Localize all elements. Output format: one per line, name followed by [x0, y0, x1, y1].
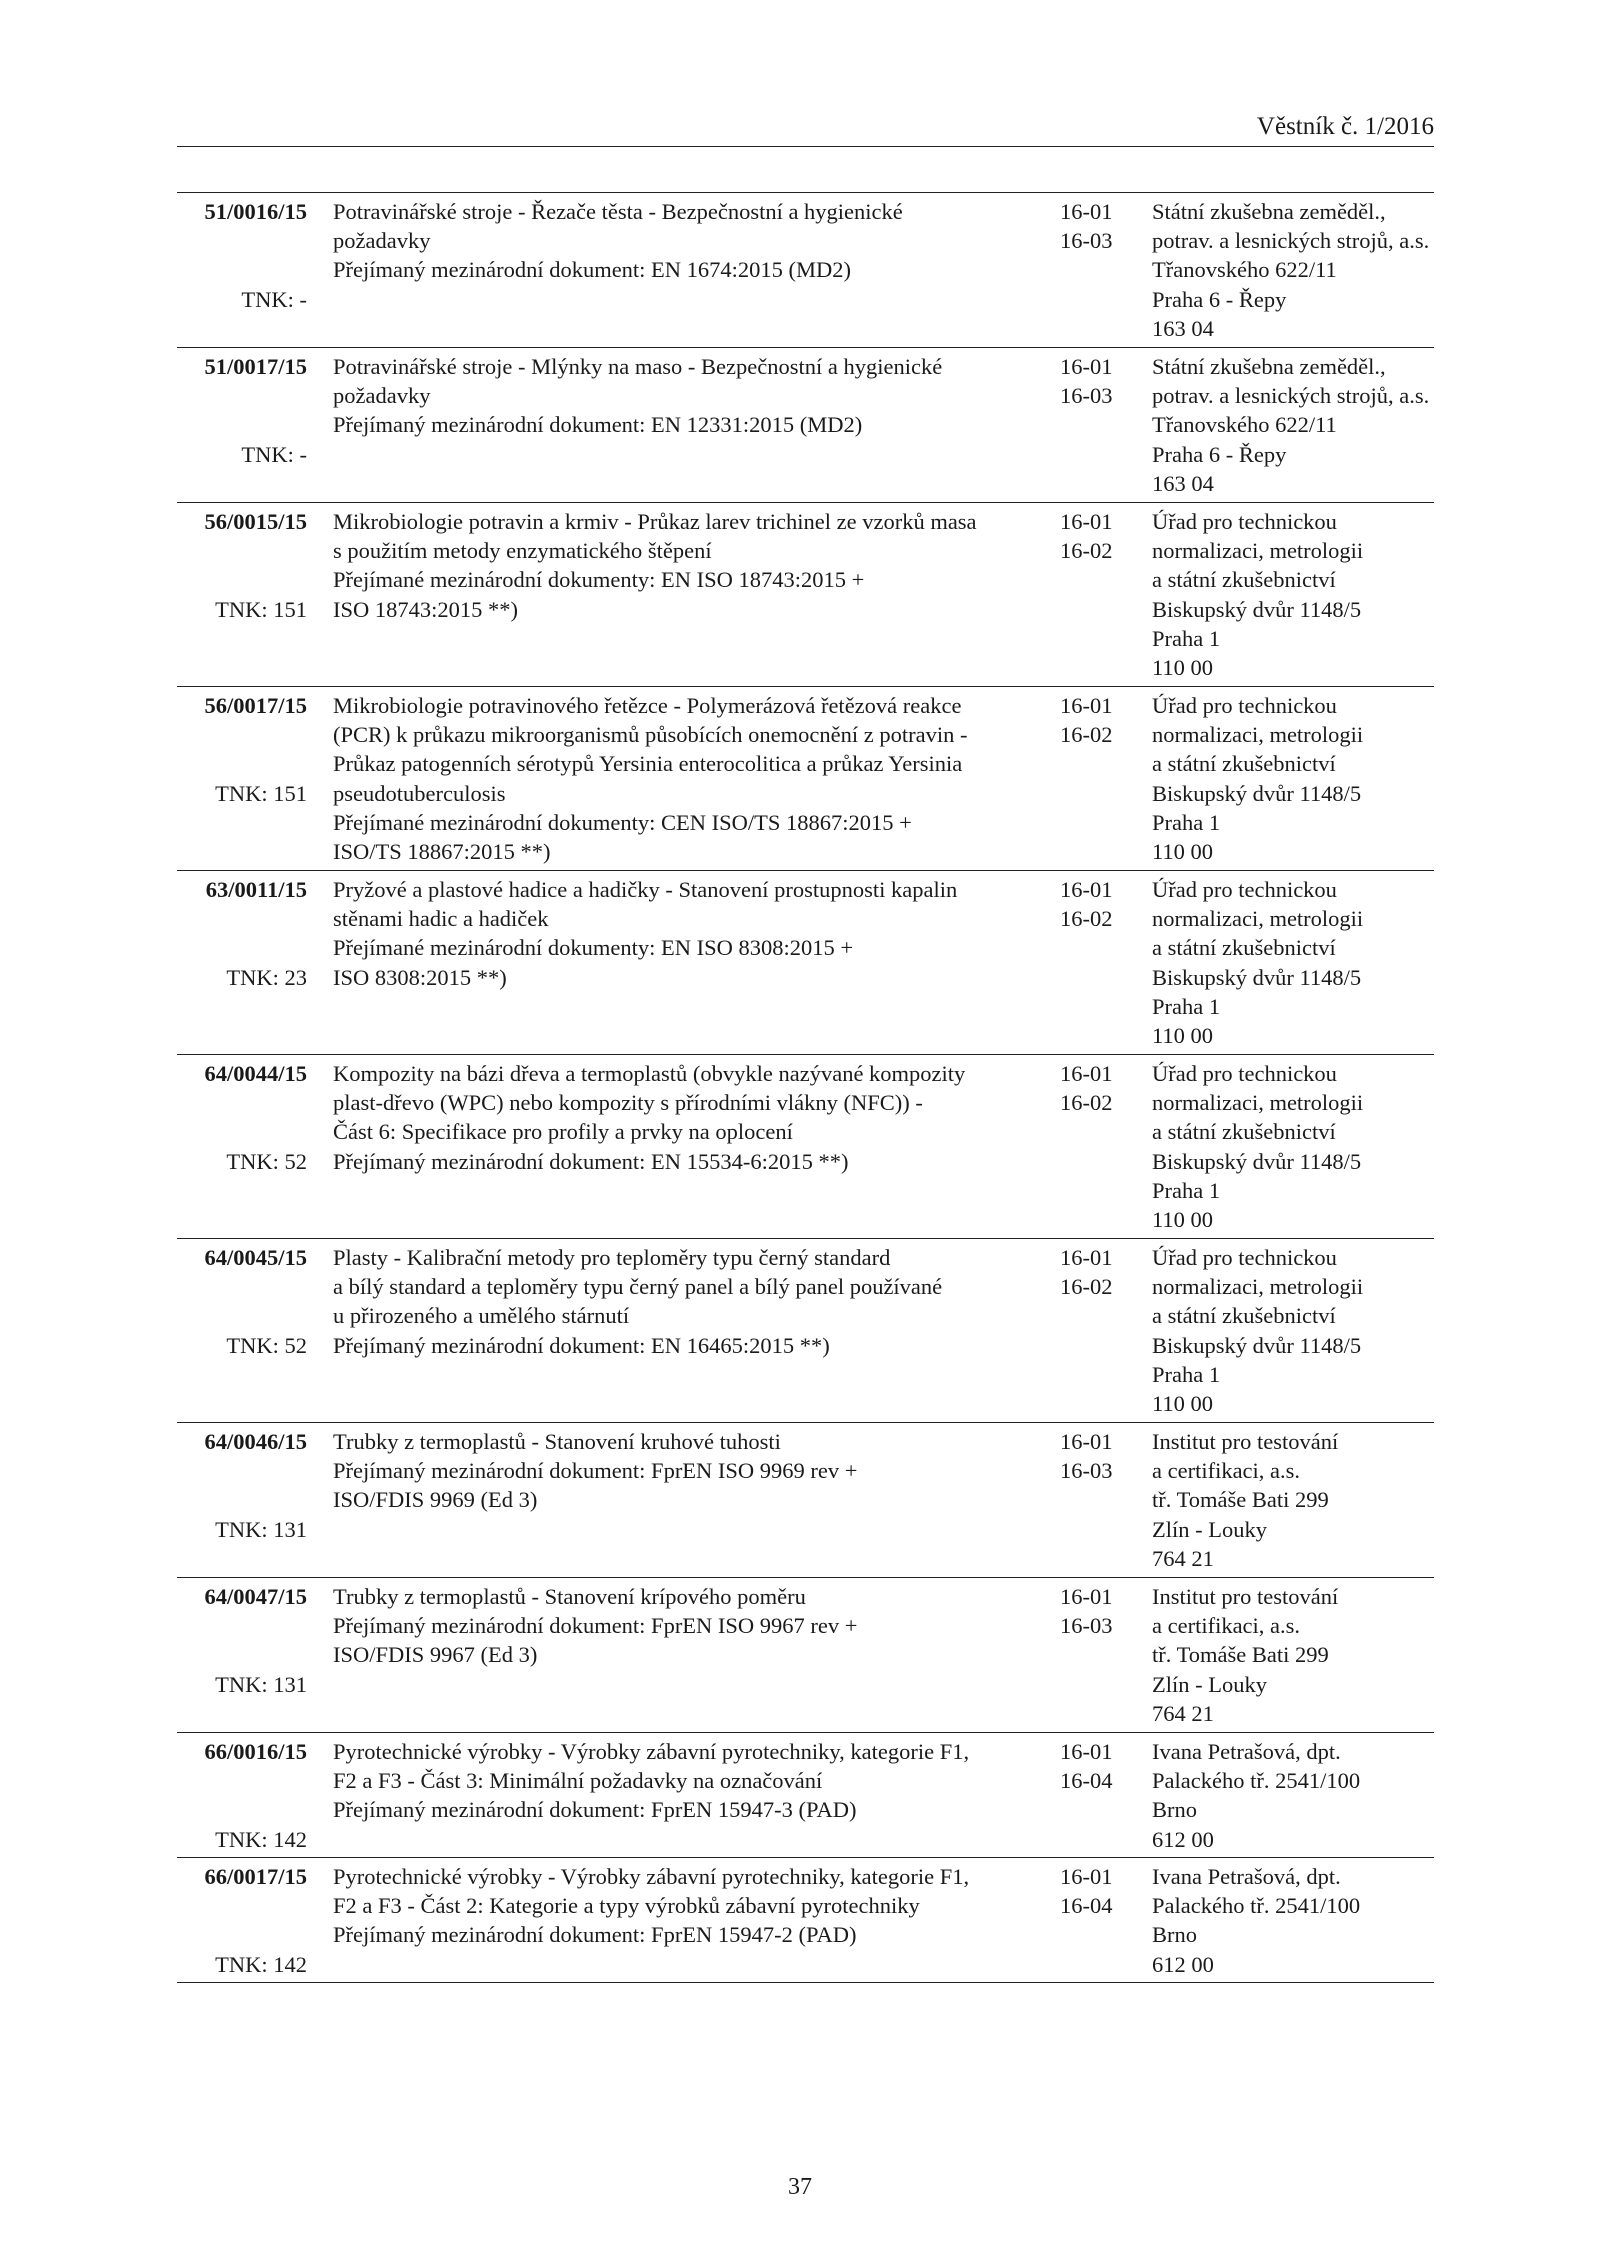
standards-table	[177, 192, 1434, 1983]
description-line: Trubky z termoplastů - Stanovení krípového poměru	[333, 1584, 806, 1609]
record-number: 51/0017/15	[204, 354, 307, 379]
table-row	[177, 687, 1434, 871]
description-line: pseudotuberculosis	[333, 780, 506, 806]
tnk-label: TNK: 142	[215, 1826, 307, 1852]
address-line: a certifikaci, a.s.	[1152, 1458, 1301, 1484]
description-cell	[333, 1059, 1033, 1176]
tnk-label: TNK: 131	[215, 1671, 307, 1697]
date-line: 16-01	[1060, 1864, 1113, 1889]
address-line: 764 21	[1152, 1545, 1214, 1571]
table-row	[177, 1733, 1434, 1858]
address-cell	[1152, 875, 1442, 1050]
description-cell	[333, 1737, 1033, 1825]
table-row	[177, 1423, 1434, 1578]
address-line: a státní zkušebnictví	[1152, 751, 1336, 777]
dates-cell	[1060, 1862, 1140, 1920]
address-line: Biskupský dvůr 1148/5	[1152, 964, 1362, 990]
address-line: normalizaci, metrologii	[1152, 722, 1364, 748]
address-line: Praha 6 - Řepy	[1152, 441, 1287, 467]
address-cell	[1152, 1059, 1442, 1234]
address-cell	[1152, 507, 1442, 682]
description-cell	[333, 1243, 1033, 1360]
description-cell	[333, 1862, 1033, 1950]
date-line: 16-01	[1060, 354, 1113, 379]
tnk-label: TNK: 131	[215, 1516, 307, 1542]
address-line: Institut pro testování	[1152, 1429, 1339, 1454]
address-cell	[1152, 1427, 1442, 1573]
address-line: Úřad pro technickou	[1152, 693, 1337, 718]
date-line: 16-03	[1060, 1458, 1113, 1484]
address-line: Praha 1	[1152, 1361, 1221, 1387]
address-line: a státní zkušebnictví	[1152, 1303, 1336, 1329]
address-line: Biskupský dvůr 1148/5	[1152, 596, 1362, 622]
date-line: 16-01	[1060, 1584, 1113, 1609]
record-number: 64/0044/15	[204, 1061, 307, 1086]
address-line: Palackého tř. 2541/100	[1152, 1768, 1361, 1794]
record-number: 64/0047/15	[204, 1584, 307, 1609]
address-line: tř. Tomáše Bati 299	[1152, 1642, 1329, 1668]
description-line: ISO/TS 18867:2015 **)	[333, 839, 551, 865]
description-line: plast-dřevo (WPC) nebo kompozity s přírodními vlákny (NFC)) -	[333, 1090, 923, 1116]
dates-cell	[1060, 352, 1140, 410]
record-number: 64/0046/15	[204, 1429, 307, 1454]
description-line: Přejímané mezinárodní dokumenty: EN ISO 18743:2015 +	[333, 567, 865, 593]
description-line: Trubky z termoplastů - Stanovení kruhové tuhosti	[333, 1429, 781, 1454]
address-cell	[1152, 1862, 1442, 1979]
tnk-label: TNK: 23	[226, 964, 307, 990]
table-row	[177, 871, 1434, 1055]
date-line: 16-01	[1060, 1245, 1113, 1270]
description-line: Mikrobiologie potravin a krmiv - Průkaz larev trichinel ze vzorků masa	[333, 509, 977, 534]
table-row	[177, 503, 1434, 687]
table-row	[177, 1239, 1434, 1423]
address-line: Zlín - Louky	[1152, 1671, 1267, 1697]
address-line: 764 21	[1152, 1700, 1214, 1726]
description-line: Přejímaný mezinárodní dokument: EN 12331:2015 (MD2)	[333, 412, 863, 438]
address-line: 110 00	[1152, 1391, 1214, 1417]
record-number: 66/0017/15	[204, 1864, 307, 1889]
address-line: potrav. a lesnických strojů, a.s.	[1152, 383, 1430, 409]
date-line: 16-01	[1060, 199, 1113, 224]
tnk-label: TNK: 142	[215, 1951, 307, 1977]
address-line: 612 00	[1152, 1826, 1214, 1852]
date-line: 16-02	[1060, 1274, 1113, 1300]
address-line: 110 00	[1152, 839, 1214, 865]
date-line: 16-01	[1060, 877, 1113, 902]
description-line: Pyrotechnické výrobky - Výrobky zábavní pyrotechniky, kategorie F1,	[333, 1864, 970, 1889]
description-line: Potravinářské stroje - Řezače těsta - Bezpečnostní a hygienické	[333, 199, 903, 224]
description-line: Přejímaný mezinárodní dokument: EN 1674:2015 (MD2)	[333, 257, 852, 283]
table-row	[177, 193, 1434, 348]
description-line: ISO 18743:2015 **)	[333, 596, 518, 622]
address-line: tř. Tomáše Bati 299	[1152, 1487, 1329, 1513]
address-line: normalizaci, metrologii	[1152, 906, 1364, 932]
address-cell	[1152, 197, 1442, 343]
address-cell	[1152, 352, 1442, 498]
tnk-label: TNK: 52	[226, 1332, 307, 1358]
date-line: 16-01	[1060, 693, 1113, 718]
record-number: 56/0017/15	[204, 693, 307, 718]
description-line: Přejímaný mezinárodní dokument: EN 16465:2015 **)	[333, 1332, 830, 1358]
date-line: 16-01	[1060, 509, 1113, 534]
address-line: 110 00	[1152, 1023, 1214, 1049]
address-cell	[1152, 1582, 1442, 1728]
date-line: 16-02	[1060, 538, 1113, 564]
description-line: s použitím metody enzymatického štěpení	[333, 538, 712, 564]
address-line: a státní zkušebnictví	[1152, 1119, 1336, 1145]
address-line: Ivana Petrašová, dpt.	[1152, 1739, 1341, 1764]
address-line: 110 00	[1152, 655, 1214, 681]
description-line: F2 a F3 - Část 3: Minimální požadavky na označování	[333, 1768, 823, 1794]
address-line: Praha 1	[1152, 625, 1221, 651]
date-line: 16-03	[1060, 383, 1113, 409]
date-line: 16-01	[1060, 1739, 1113, 1764]
description-line: ISO/FDIS 9969 (Ed 3)	[333, 1487, 538, 1513]
description-line: Přejímaný mezinárodní dokument: FprEN ISO 9969 rev +	[333, 1458, 858, 1484]
description-line: Přejímané mezinárodní dokumenty: CEN ISO/TS 18867:2015 +	[333, 809, 912, 835]
address-line: Státní zkušebna zeměděl.,	[1152, 199, 1386, 224]
address-line: Praha 6 - Řepy	[1152, 286, 1287, 312]
address-line: Praha 1	[1152, 1177, 1221, 1203]
description-line: Mikrobiologie potravinového řetězce - Polymerázová řetězová reakce	[333, 693, 962, 718]
address-cell	[1152, 1243, 1442, 1418]
address-line: normalizaci, metrologii	[1152, 538, 1364, 564]
address-line: potrav. a lesnických strojů, a.s.	[1152, 228, 1430, 254]
date-line: 16-03	[1060, 228, 1113, 254]
description-cell	[333, 1427, 1033, 1515]
dates-cell	[1060, 875, 1140, 933]
dates-cell	[1060, 1243, 1140, 1301]
dates-cell	[1060, 1427, 1140, 1485]
date-line: 16-02	[1060, 906, 1113, 932]
address-line: Praha 1	[1152, 993, 1221, 1019]
tnk-label: TNK: -	[241, 286, 307, 312]
description-line: Přejímané mezinárodní dokumenty: EN ISO 8308:2015 +	[333, 935, 854, 961]
address-line: Třanovského 622/11	[1152, 257, 1337, 283]
tnk-label: TNK: -	[241, 441, 307, 467]
description-line: Průkaz patogenních sérotypů Yersinia enterocolitica a průkaz Yersinia	[333, 751, 963, 777]
description-cell	[333, 507, 1033, 624]
description-line: u přirozeného a umělého stárnutí	[333, 1303, 630, 1329]
record-number: 51/0016/15	[204, 199, 307, 224]
address-line: Palackého tř. 2541/100	[1152, 1893, 1361, 1919]
description-line: požadavky	[333, 228, 431, 254]
description-cell	[333, 352, 1033, 440]
description-line: Pryžové a plastové hadice a hadičky - Stanovení prostupnosti kapalin	[333, 877, 958, 902]
address-line: Úřad pro technickou	[1152, 509, 1337, 534]
dates-cell	[1060, 1737, 1140, 1795]
record-number: 63/0011/15	[205, 877, 307, 902]
description-line: Přejímaný mezinárodní dokument: EN 15534-6:2015 **)	[333, 1148, 849, 1174]
address-line: Ivana Petrašová, dpt.	[1152, 1864, 1341, 1889]
address-line: 612 00	[1152, 1951, 1214, 1977]
address-line: normalizaci, metrologii	[1152, 1090, 1364, 1116]
journal-title: Věstník č. 1/2016	[1256, 113, 1434, 140]
date-line: 16-02	[1060, 1090, 1113, 1116]
table-row	[177, 348, 1434, 503]
description-cell	[333, 691, 1033, 866]
description-line: ISO 8308:2015 **)	[333, 964, 507, 990]
address-line: Biskupský dvůr 1148/5	[1152, 1148, 1362, 1174]
record-number: 64/0045/15	[204, 1245, 307, 1270]
date-line: 16-01	[1060, 1061, 1113, 1086]
address-line: a státní zkušebnictví	[1152, 935, 1336, 961]
date-line: 16-04	[1060, 1893, 1113, 1919]
description-line: Pyrotechnické výrobky - Výrobky zábavní pyrotechniky, kategorie F1,	[333, 1739, 970, 1764]
date-line: 16-04	[1060, 1768, 1113, 1794]
description-line: Přejímaný mezinárodní dokument: FprEN ISO 9967 rev +	[333, 1613, 858, 1639]
address-line: Úřad pro technickou	[1152, 877, 1337, 902]
address-line: Zlín - Louky	[1152, 1516, 1267, 1542]
description-line: F2 a F3 - Část 2: Kategorie a typy výrobků zábavní pyrotechniky	[333, 1893, 920, 1919]
address-line: Praha 1	[1152, 809, 1221, 835]
description-line: Plasty - Kalibrační metody pro teploměry typu černý standard	[333, 1245, 891, 1270]
description-line: Přejímaný mezinárodní dokument: FprEN 15947-2 (PAD)	[333, 1922, 857, 1948]
description-line: ISO/FDIS 9967 (Ed 3)	[333, 1642, 538, 1668]
address-line: 163 04	[1152, 470, 1214, 496]
address-line: Brno	[1152, 1922, 1197, 1948]
dates-cell	[1060, 1059, 1140, 1117]
date-line: 16-01	[1060, 1429, 1113, 1454]
description-line: a bílý standard a teploměry typu černý panel a bílý panel používané	[333, 1274, 943, 1300]
address-line: Biskupský dvůr 1148/5	[1152, 1332, 1362, 1358]
table-row	[177, 1055, 1434, 1239]
address-line: 110 00	[1152, 1207, 1214, 1233]
description-line: Přejímaný mezinárodní dokument: FprEN 15947-3 (PAD)	[333, 1797, 857, 1823]
page-number: 37	[788, 2174, 812, 2200]
tnk-label: TNK: 52	[226, 1148, 307, 1174]
description-cell	[333, 197, 1033, 285]
description-line: Kompozity na bázi dřeva a termoplastů (obvykle nazývané kompozity	[333, 1061, 966, 1086]
address-line: Třanovského 622/11	[1152, 412, 1337, 438]
address-cell	[1152, 691, 1442, 866]
address-line: Úřad pro technickou	[1152, 1245, 1337, 1270]
table-row	[177, 1578, 1434, 1733]
date-line: 16-02	[1060, 722, 1113, 748]
description-cell	[333, 1582, 1033, 1670]
address-line: a státní zkušebnictví	[1152, 567, 1336, 593]
address-line: normalizaci, metrologii	[1152, 1274, 1364, 1300]
address-line: Biskupský dvůr 1148/5	[1152, 780, 1362, 806]
dates-cell	[1060, 507, 1140, 565]
description-line: Potravinářské stroje - Mlýnky na maso - Bezpečnostní a hygienické	[333, 354, 943, 379]
dates-cell	[1060, 1582, 1140, 1640]
address-cell	[1152, 1737, 1442, 1854]
address-line: 163 04	[1152, 315, 1214, 341]
description-line: stěnami hadic a hadiček	[333, 906, 549, 932]
tnk-label: TNK: 151	[215, 596, 307, 622]
record-number: 56/0015/15	[204, 509, 307, 534]
address-line: a certifikaci, a.s.	[1152, 1613, 1301, 1639]
page-header	[177, 112, 1434, 147]
dates-cell	[1060, 197, 1140, 255]
description-line: (PCR) k průkazu mikroorganismů působících onemocnění z potravin -	[333, 722, 968, 748]
dates-cell	[1060, 691, 1140, 749]
address-line: Institut pro testování	[1152, 1584, 1339, 1609]
tnk-label: TNK: 151	[215, 780, 307, 806]
description-cell	[333, 875, 1033, 992]
table-row	[177, 1858, 1434, 1983]
description-line: požadavky	[333, 383, 431, 409]
description-line: Část 6: Specifikace pro profily a prvky na oplocení	[333, 1119, 793, 1145]
address-line: Úřad pro technickou	[1152, 1061, 1337, 1086]
address-line: Brno	[1152, 1797, 1197, 1823]
date-line: 16-03	[1060, 1613, 1113, 1639]
address-line: Státní zkušebna zeměděl.,	[1152, 354, 1386, 379]
record-number: 66/0016/15	[204, 1739, 307, 1764]
